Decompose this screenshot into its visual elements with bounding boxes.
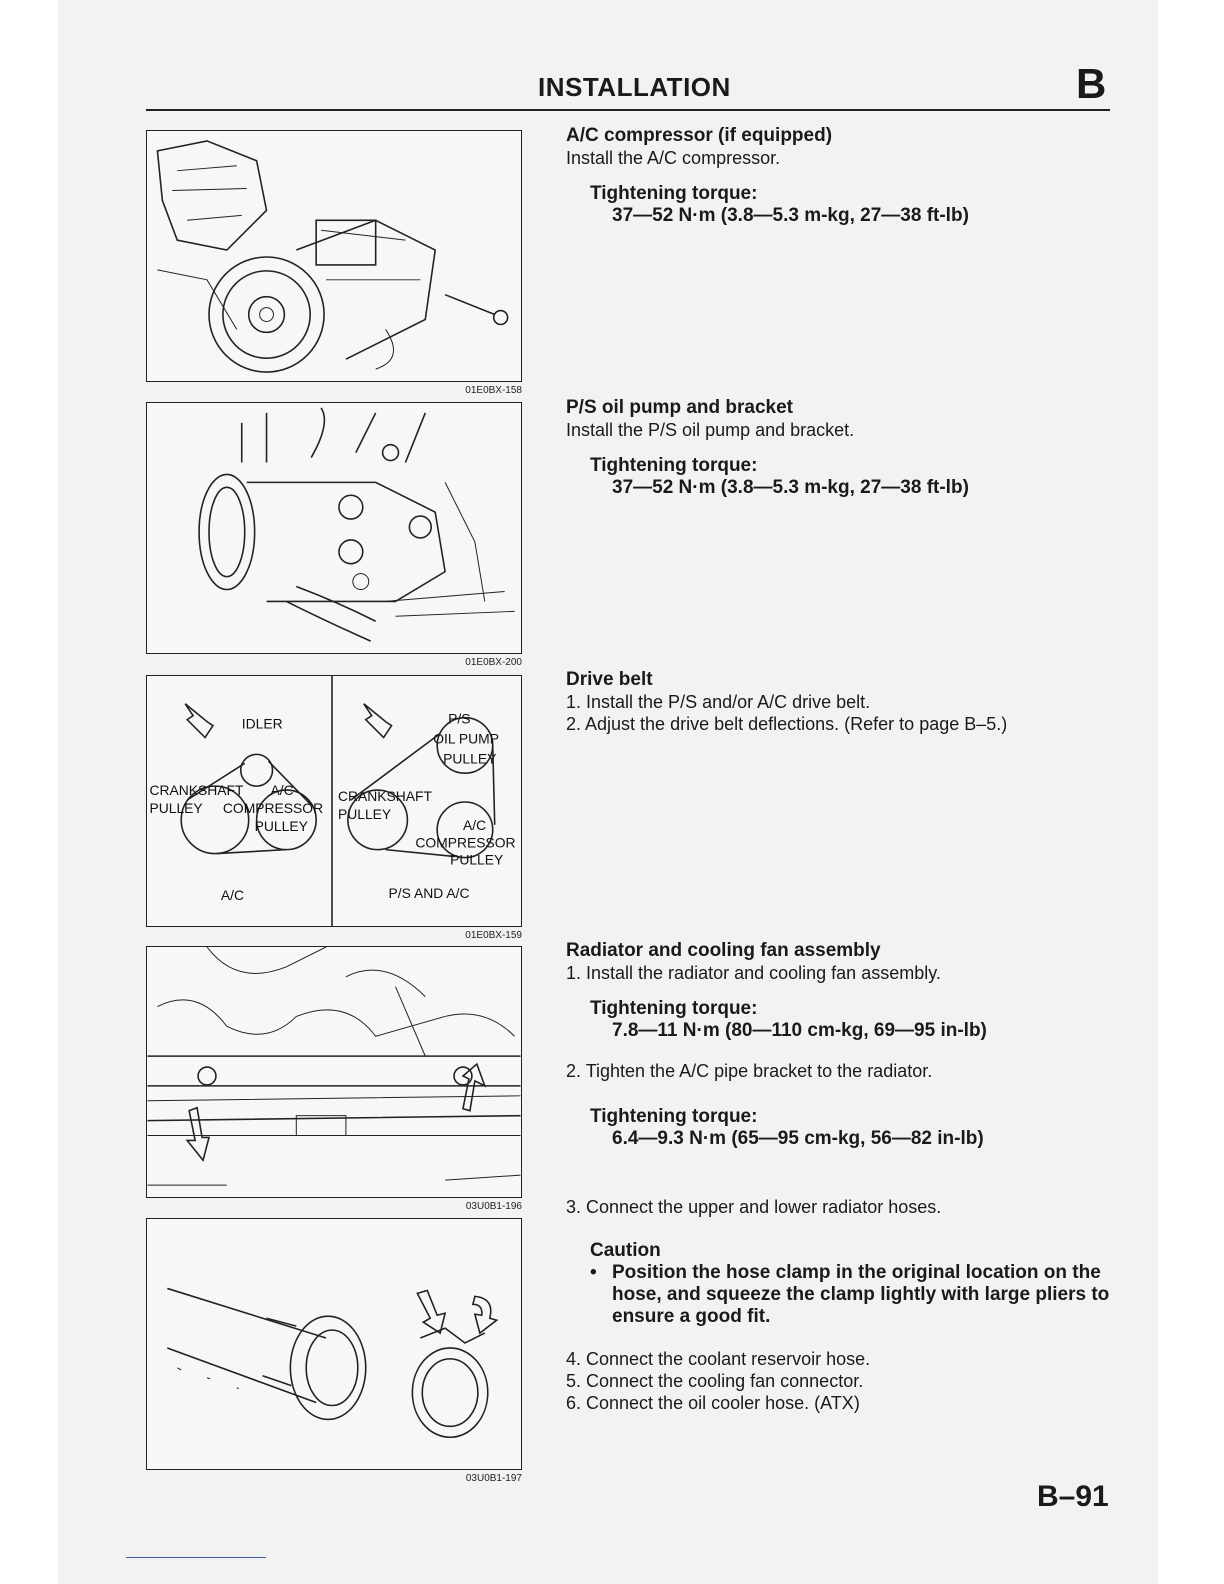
- radiator-illustration: [146, 946, 522, 1198]
- figure-code: 01E0BX-158: [465, 385, 522, 396]
- step-text: 3. Connect the upper and lower radiator hoses.: [566, 1197, 942, 1217]
- page-title: INSTALLATION: [538, 72, 731, 102]
- label-idler: IDLER: [241, 715, 283, 732]
- instruction-text: Install the A/C compressor.: [566, 148, 781, 168]
- step-text: 4. Connect the coolant reservoir hose.: [566, 1349, 871, 1369]
- section-letter: B: [1076, 60, 1107, 107]
- label-pulley: PULLEY: [443, 750, 497, 767]
- torque-value: 6.4—9.3 N·m (65—95 cm-kg, 56—82 in-lb): [612, 1128, 984, 1149]
- section-title: Drive belt: [566, 669, 653, 690]
- figure-code: 01E0BX-200: [465, 657, 522, 668]
- label-crankshaft: CRANKSHAFT: [337, 788, 433, 804]
- section-radiator: [566, 940, 1126, 1414]
- caution-item: [590, 1262, 1110, 1328]
- ac-compressor-illustration: [146, 130, 522, 382]
- instruction-text: Install the P/S oil pump and bracket.: [566, 420, 855, 440]
- torque-label: Tightening torque:: [590, 183, 758, 204]
- step-text: 6. Connect the oil cooler hose. (ATX): [566, 1393, 860, 1413]
- caption-ac: A/C: [220, 887, 245, 904]
- caption-ps-and-ac: P/S AND A/C: [388, 885, 470, 902]
- label-pulley: PULLEY: [337, 805, 392, 822]
- section-title: A/C compressor (if equipped): [566, 125, 833, 146]
- page-number: B–91: [1037, 1480, 1109, 1513]
- label-ac: A/C: [270, 782, 294, 799]
- ps-oil-pump-illustration: [146, 402, 522, 654]
- step-text: 5. Connect the cooling fan connector.: [566, 1371, 864, 1391]
- label-pulley: PULLEY: [254, 817, 308, 834]
- torque-label: Tightening torque:: [590, 1106, 758, 1127]
- step-text: 2. Adjust the drive belt deflections. (Refer to page B–5.): [566, 714, 1008, 734]
- torque-value: 37—52 N·m (3.8—5.3 m-kg, 27—38 ft-lb): [612, 477, 969, 498]
- hose-clamp-illustration: [146, 1218, 522, 1470]
- caution-title: Caution: [590, 1240, 661, 1261]
- label-ac: A/C: [462, 816, 487, 833]
- figure-code: 03U0B1-197: [465, 1473, 522, 1484]
- header-divider: [146, 109, 1110, 111]
- label-crankshaft: CRANKSHAFT: [149, 782, 244, 799]
- step-text: 1. Install the P/S and/or A/C drive belt.: [566, 692, 871, 712]
- section-ps-oil-pump: [566, 397, 1126, 499]
- step-text: 1. Install the radiator and cooling fan assembly.: [566, 963, 941, 983]
- label-pulley: PULLEY: [149, 799, 203, 816]
- section-title: Radiator and cooling fan assembly: [566, 940, 881, 961]
- label-oil-pump: OIL PUMP: [433, 730, 500, 747]
- label-pulley: PULLEY: [450, 851, 504, 868]
- torque-label: Tightening torque:: [590, 998, 758, 1019]
- bullet: •: [590, 1262, 597, 1283]
- drive-belt-diagram: [146, 675, 522, 927]
- torque-value: 7.8—11 N·m (80—110 cm-kg, 69—95 in-lb): [612, 1020, 987, 1041]
- figure-code: 03U0B1-196: [465, 1201, 522, 1212]
- torque-label: Tightening torque:: [590, 455, 758, 476]
- caution-text: Position the hose clamp in the original location on the hose, and squeeze the clamp lightly with large pliers to ensure a good fit.: [612, 1262, 1110, 1327]
- section-ac-compressor: [566, 125, 1126, 227]
- link-underline: [126, 1557, 266, 1558]
- label-compressor: COMPRESSOR: [415, 834, 516, 851]
- section-title: P/S oil pump and bracket: [566, 397, 793, 418]
- label-ps: P/S: [448, 710, 471, 727]
- section-drive-belt: [566, 669, 1126, 735]
- step-text: 2. Tighten the A/C pipe bracket to the radiator.: [566, 1061, 933, 1081]
- torque-value: 37—52 N·m (3.8—5.3 m-kg, 27—38 ft-lb): [612, 205, 969, 226]
- figure-code: 01E0BX-159: [465, 930, 522, 941]
- label-compressor: COMPRESSOR: [222, 799, 324, 816]
